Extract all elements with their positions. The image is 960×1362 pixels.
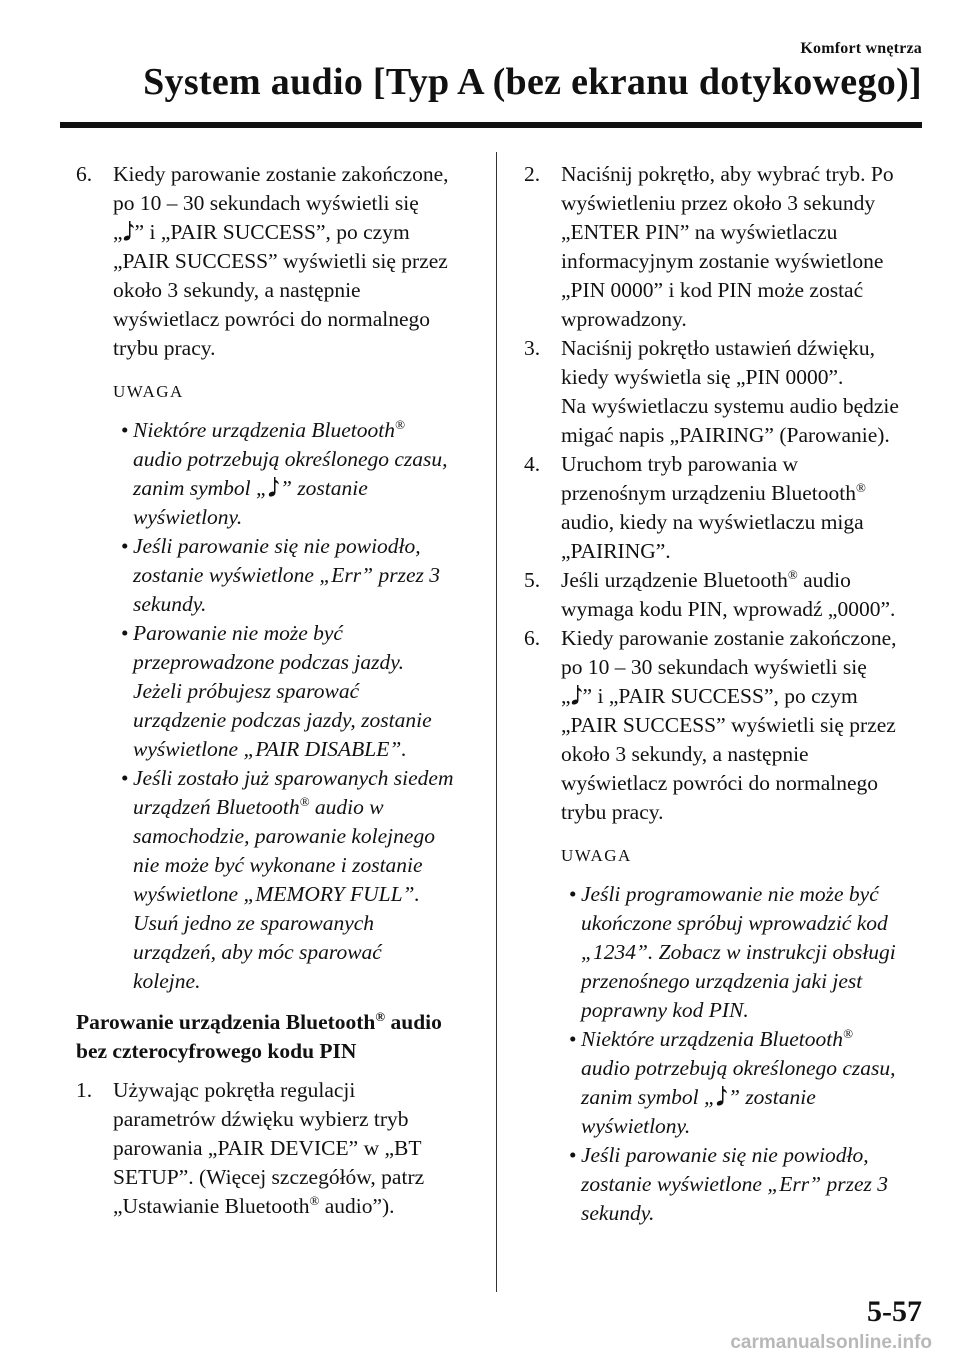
- text-line: Jeśli zostało już sparowanych siedem: [133, 766, 454, 790]
- text-line: Używając pokrętła regulacji: [113, 1078, 356, 1102]
- bullet-dot: •: [569, 1027, 577, 1051]
- bullet-dot: •: [121, 766, 129, 790]
- text-line: wprowadzony.: [561, 307, 687, 331]
- text-fragment: „: [561, 684, 571, 708]
- text-line: trybu pracy.: [561, 800, 664, 824]
- note-bullet-1: [569, 880, 920, 1025]
- text-fragment: Parowanie urządzenia Bluetooth: [76, 1010, 376, 1034]
- text-line: [113, 1192, 472, 1221]
- text-line: około 3 sekundy, a następnie: [113, 278, 361, 302]
- text-line: nie może być wykonane i zostanie: [133, 853, 423, 877]
- step-6-left: [76, 160, 472, 363]
- text-line: [561, 682, 920, 711]
- text-fragment: Niektóre urządzenia Bluetooth: [133, 418, 395, 442]
- text-line: poprawny kod PIN.: [581, 998, 749, 1022]
- text-fragment: audio”).: [319, 1194, 395, 1218]
- text-line: audio potrzebują określonego czasu,: [133, 447, 448, 471]
- text-line: [113, 218, 472, 247]
- text-line: wyświetlacz powróci do normalnego: [113, 307, 431, 331]
- text-line: przenośnego urządzenia jaki jest: [581, 969, 863, 993]
- text-line: samochodzie, parowanie kolejnego: [133, 824, 435, 848]
- note-bullet-3: [121, 619, 472, 764]
- step-number: 4.: [524, 452, 541, 476]
- text-line: wyświetlacz powróci do normalnego: [561, 771, 879, 795]
- text-line: wyświetlone „MEMORY FULL”.: [133, 882, 420, 906]
- text-line: „PIN 0000” i kod PIN może zostać: [561, 278, 864, 302]
- text-line: urządzeń, aby móc sparować: [133, 940, 382, 964]
- text-line: Jeśli parowanie się nie powiodło,: [581, 1143, 869, 1167]
- text-line: Kiedy parowanie zostanie zakończone,: [561, 626, 897, 650]
- text-line: „1234”. Zobacz w instrukcji obsługi: [581, 940, 896, 964]
- text-line: Jeżeli próbujesz sparować: [133, 679, 360, 703]
- text-fragment: ” zostanie: [279, 476, 368, 500]
- text-line: [133, 416, 472, 445]
- text-line: trybu pracy.: [113, 336, 216, 360]
- step-number: 6.: [76, 162, 93, 186]
- text-fragment: „Ustawianie Bluetooth: [113, 1194, 310, 1218]
- bullet-dot: •: [569, 1143, 577, 1167]
- note-bullet-3: [569, 1141, 920, 1228]
- column-divider: [496, 152, 497, 1292]
- text-line: Naciśnij pokrętło, aby wybrać tryb. Po: [561, 162, 894, 186]
- text-fragment: zanim symbol „: [581, 1085, 716, 1109]
- text-line: wyświetlone „PAIR DISABLE”.: [133, 737, 407, 761]
- text-line: sekundy.: [581, 1201, 655, 1225]
- registered-mark: ®: [855, 479, 866, 495]
- text-line: Jeśli programowanie nie może być: [581, 882, 879, 906]
- text-line: bez czterocyfrowego kodu PIN: [76, 1039, 357, 1063]
- text-line: Parowanie nie może być: [133, 621, 343, 645]
- step-1: [76, 1076, 472, 1221]
- text-line: około 3 sekundy, a następnie: [561, 742, 809, 766]
- bullet-dot: •: [569, 882, 577, 906]
- text-line: przeprowadzone podczas jazdy.: [133, 650, 404, 674]
- text-fragment: ” zostanie: [727, 1085, 816, 1109]
- text-line: sekundy.: [133, 592, 207, 616]
- text-line: [133, 474, 472, 503]
- text-fragment: Jeśli urządzenie Bluetooth: [561, 568, 788, 592]
- step-3: [524, 334, 920, 450]
- step-number: 1.: [76, 1078, 93, 1102]
- bullet-dot: •: [121, 418, 129, 442]
- registered-mark: ®: [299, 793, 310, 809]
- header-rule: [60, 122, 922, 128]
- section-label: Komfort wnętrza: [800, 40, 922, 57]
- registered-mark: ®: [309, 1192, 320, 1208]
- text-fragment: urządzeń Bluetooth: [133, 795, 300, 819]
- text-line: zostanie wyświetlone „Err” przez 3: [133, 563, 440, 587]
- text-line: „PAIRING”.: [561, 539, 671, 563]
- text-line: [581, 1025, 920, 1054]
- text-line: audio potrzebują określonego czasu,: [581, 1056, 896, 1080]
- text-line: wyświetlony.: [133, 505, 243, 529]
- text-fragment: audio w: [309, 795, 384, 819]
- text-line: audio, kiedy na wyświetlaczu miga: [561, 510, 864, 534]
- text-line: Na wyświetlaczu systemu audio będzie: [561, 394, 899, 418]
- text-line: Usuń jedno ze sparowanych: [133, 911, 375, 935]
- note-bullet-4: [121, 764, 472, 996]
- left-column: [76, 160, 472, 1221]
- step-number: 6.: [524, 626, 541, 650]
- text-line: „PAIR SUCCESS” wyświetli się przez: [113, 249, 448, 273]
- step-number: 5.: [524, 568, 541, 592]
- music-note-icon: [716, 1085, 728, 1107]
- right-column: [524, 160, 920, 1228]
- text-line: ukończone spróbuj wprowadzić kod: [581, 911, 888, 935]
- note-title: UWAGA: [113, 382, 184, 401]
- watermark[interactable]: carmanualsonline.info: [730, 1332, 932, 1353]
- text-line: migać napis „PAIRING” (Parowanie).: [561, 423, 890, 447]
- page-title: System audio [Typ A (bez ekranu dotykowego)]: [143, 61, 922, 103]
- registered-mark: ®: [394, 416, 405, 432]
- text-fragment: ” i „PAIR SUCCESS”, po czym: [134, 220, 410, 244]
- music-note-icon: [123, 220, 135, 242]
- registered-mark: ®: [787, 566, 798, 582]
- text-fragment: ” i „PAIR SUCCESS”, po czym: [582, 684, 858, 708]
- section-subheading: [76, 1008, 472, 1066]
- registered-mark: ®: [375, 1008, 386, 1024]
- text-line: wyświetleniu przez około 3 sekundy: [561, 191, 876, 215]
- text-line: [76, 1008, 472, 1037]
- music-note-icon: [268, 476, 280, 498]
- text-fragment: zanim symbol „: [133, 476, 268, 500]
- step-number: 3.: [524, 336, 541, 360]
- step-6-right: [524, 624, 920, 827]
- text-line: kiedy wyświetla się „PIN 0000”.: [561, 365, 844, 389]
- text-line: [561, 566, 920, 595]
- note-bullet-1: [121, 416, 472, 532]
- music-note-icon: [571, 684, 583, 706]
- step-number: 2.: [524, 162, 541, 186]
- text-line: „ENTER PIN” na wyświetlaczu: [561, 220, 838, 244]
- step-4: [524, 450, 920, 566]
- text-line: wyświetlony.: [581, 1114, 691, 1138]
- text-line: [581, 1083, 920, 1112]
- text-line: po 10 – 30 sekundach wyświetli się: [561, 655, 867, 679]
- text-line: wymaga kodu PIN, wprowadź „0000”.: [561, 597, 896, 621]
- text-line: Naciśnij pokrętło ustawień dźwięku,: [561, 336, 876, 360]
- note-bullet-2: [569, 1025, 920, 1141]
- bullet-dot: •: [121, 534, 129, 558]
- text-line: informacyjnym zostanie wyświetlone: [561, 249, 884, 273]
- text-fragment: Niektóre urządzenia Bluetooth: [581, 1027, 843, 1051]
- text-line: zostanie wyświetlone „Err” przez 3: [581, 1172, 888, 1196]
- text-line: SETUP”. (Więcej szczegółów, patrz: [113, 1165, 425, 1189]
- bullet-dot: •: [121, 621, 129, 645]
- text-line: parowania „PAIR DEVICE” w „BT: [113, 1136, 422, 1160]
- note-title: UWAGA: [561, 846, 632, 865]
- text-line: parametrów dźwięku wybierz tryb: [113, 1107, 409, 1131]
- text-line: [561, 479, 920, 508]
- text-line: „PAIR SUCCESS” wyświetli się przez: [561, 713, 896, 737]
- text-fragment: audio: [385, 1010, 442, 1034]
- text-line: urządzenie podczas jazdy, zostanie: [133, 708, 432, 732]
- step-5: [524, 566, 920, 624]
- text-line: po 10 – 30 sekundach wyświetli się: [113, 191, 419, 215]
- text-line: Uruchom tryb parowania w: [561, 452, 799, 476]
- page-number: 5-57: [867, 1295, 922, 1328]
- registered-mark: ®: [842, 1025, 853, 1041]
- note-bullet-2: [121, 532, 472, 619]
- step-2: [524, 160, 920, 334]
- text-fragment: audio: [797, 568, 851, 592]
- text-line: Kiedy parowanie zostanie zakończone,: [113, 162, 449, 186]
- text-fragment: przenośnym urządzeniu Bluetooth: [561, 481, 856, 505]
- text-line: Jeśli parowanie się nie powiodło,: [133, 534, 421, 558]
- text-line: kolejne.: [133, 969, 201, 993]
- text-fragment: „: [113, 220, 123, 244]
- text-line: [133, 793, 472, 822]
